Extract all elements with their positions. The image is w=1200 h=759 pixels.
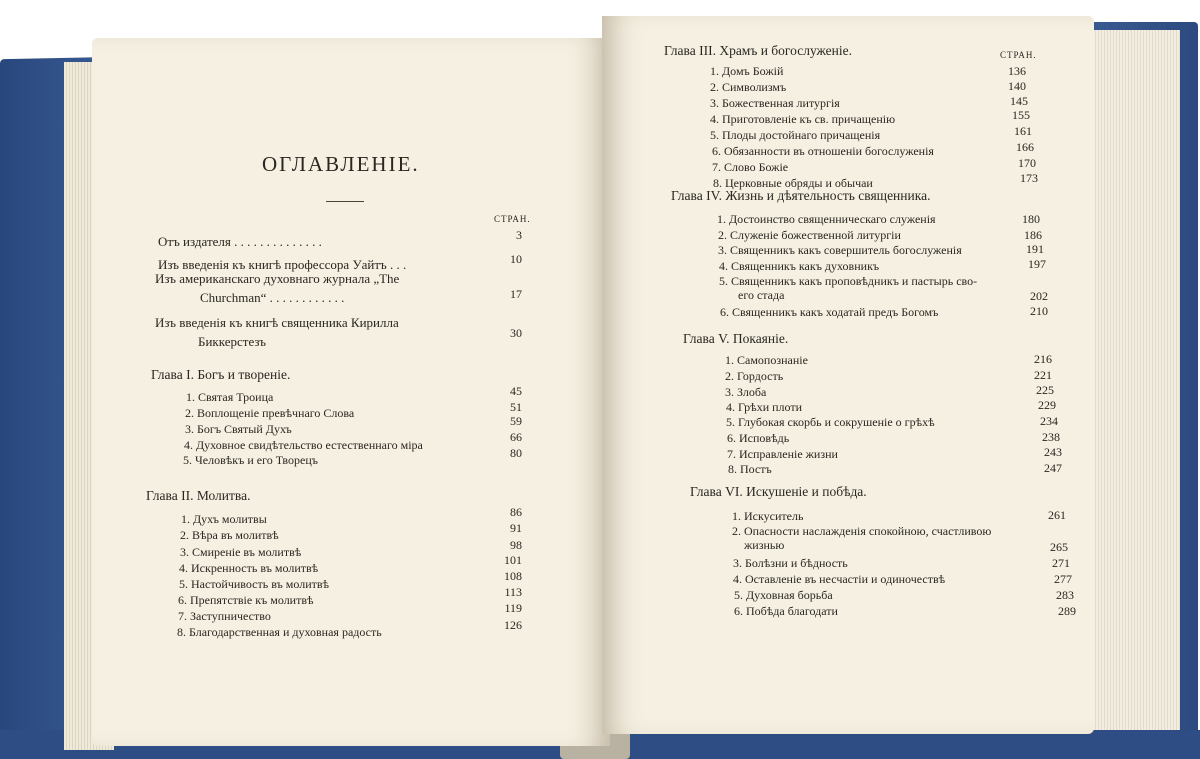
chapter-5-page-3: 225	[1036, 383, 1054, 397]
chapter-3-item-5: 5. Плоды достойнаго причащенія	[710, 128, 881, 142]
chapter-1-item-2: 2. Воплощеніе превѣчнаго Слова	[185, 406, 355, 420]
chapter-6-item-6: 6. Побѣда благодати	[734, 604, 838, 618]
chapter-3-page-1: 136	[1008, 64, 1026, 78]
chapter-5-page-1: 216	[1034, 352, 1052, 366]
chapter-5-page-8: 247	[1044, 461, 1062, 475]
chapter-4-item-3: 3. Священникъ какъ совершитель богослуженія	[718, 243, 962, 257]
preface-page-1: 10	[510, 252, 522, 266]
chapter-5-item-4: 4. Грѣхи плоти	[726, 400, 803, 414]
chapter-1-item-1: 1. Святая Троица	[186, 390, 274, 404]
chapter-6-item-2: 2. Опасности наслажденія спокойною, счастливою	[732, 524, 992, 538]
chapter-5-heading: Глава V. Покаяніе.	[683, 331, 789, 346]
preface-entry-3-line-1: Изъ введенія къ книгѣ священника Кирилла	[155, 315, 399, 330]
chapter-6-item-3: 3. Болѣзни и бѣдность	[733, 556, 848, 570]
preface-page-3: 30	[510, 326, 522, 340]
chapter-4-page-3: 191	[1026, 242, 1044, 256]
chapter-2-page-2: 91	[510, 521, 522, 535]
chapter-3-page-3: 145	[1010, 94, 1028, 108]
chapter-5-item-6: 6. Исповѣдь	[727, 431, 790, 445]
chapter-5-page-4: 229	[1038, 398, 1056, 412]
chapter-6-page-5: 283	[1056, 588, 1074, 602]
chapter-3-item-8: 8. Церковные обряды и обычаи	[713, 176, 873, 190]
chapter-3-page-7: 170	[1018, 156, 1036, 170]
chapter-1-page-3: 59	[510, 414, 522, 428]
chapter-1-item-4: 4. Духовное свидѣтельство естественнаго міра	[184, 438, 423, 452]
chapter-1-page-1: 45	[510, 384, 522, 398]
preface-entry-2-line-1: Изъ американскаго духовнаго журнала „The	[155, 271, 400, 286]
chapter-2-heading: Глава II. Молитва.	[146, 488, 251, 503]
chapter-4-page-4: 197	[1028, 257, 1046, 271]
chapter-5-page-2: 221	[1034, 368, 1052, 382]
chapter-3-item-6: 6. Обязанности въ отношеніи богослуженія	[712, 144, 934, 158]
chapter-2-page-4: 101	[504, 553, 522, 567]
preface-entry-3-line-2: Биккерстезъ	[198, 334, 267, 349]
chapter-5-item-2: 2. Гордость	[725, 369, 784, 383]
chapter-1-item-3: 3. Богъ Святый Духъ	[185, 422, 292, 436]
chapter-6-heading: Глава VI. Искушеніе и побѣда.	[690, 484, 867, 499]
chapter-1-heading: Глава I. Богъ и твореніе.	[151, 367, 291, 382]
page-edges-right	[1090, 30, 1180, 730]
chapter-4-item-5: 5. Священникъ какъ проповѣдникъ и пастырь сво-	[719, 274, 978, 288]
chapter-6-item-1: 1. Искуситель	[732, 509, 804, 523]
chapter-5-item-5: 5. Глубокая скорбь и сокрушеніе о грѣхѣ	[726, 415, 935, 429]
chapter-4-page-5: 202	[1030, 289, 1048, 303]
chapter-2-page-8: 126	[504, 618, 522, 632]
chapter-2-item-6: 6. Препятствіе къ молитвѣ	[178, 593, 314, 607]
chapter-4-item-1: 1. Достоинство священническаго служенія	[717, 212, 936, 226]
chapter-6-item-4: 4. Оставленіе въ несчастіи и одиночествѣ	[733, 572, 946, 586]
page-column-label-left: СТРАН.	[494, 214, 531, 224]
chapter-1-page-2: 51	[510, 400, 522, 414]
chapter-3-page-4: 155	[1012, 108, 1030, 122]
chapter-5-item-8: 8. Постъ	[728, 462, 772, 476]
toc-title: ОГЛАВЛЕНІЕ.	[262, 152, 420, 176]
chapter-4-item-4: 4. Священникъ какъ духовникъ	[719, 259, 880, 273]
chapter-3-item-2: 2. Символизмъ	[710, 80, 787, 94]
chapter-5-page-6: 238	[1042, 430, 1060, 444]
chapter-5-page-5: 234	[1040, 414, 1058, 428]
chapter-2-item-1: 1. Духъ молитвы	[181, 512, 267, 526]
chapter-3-item-3: 3. Божественная литургія	[710, 96, 840, 110]
chapter-4-item-5-cont: его стада	[738, 288, 785, 302]
chapter-6-page-2: 265	[1050, 540, 1068, 554]
chapter-6-page-3: 271	[1052, 556, 1070, 570]
chapter-6-item-2-cont: жизнью	[744, 538, 785, 552]
chapter-3-item-4: 4. Приготовленіе къ св. причащенію	[710, 112, 896, 126]
chapter-2-page-7: 119	[504, 601, 522, 615]
chapter-2-item-3: 3. Смиреніе въ молитвѣ	[180, 545, 302, 559]
chapter-1-page-4: 66	[510, 430, 522, 444]
chapter-2-item-5: 5. Настойчивость въ молитвѣ	[179, 577, 330, 591]
chapter-6-item-5: 5. Духовная борьба	[734, 588, 833, 602]
chapter-5-page-7: 243	[1044, 445, 1062, 459]
preface-entry-2-line-2: Churchman“ . . . . . . . . . . . .	[200, 290, 345, 305]
chapter-6-page-4: 277	[1054, 572, 1072, 586]
chapter-4-page-2: 186	[1024, 228, 1042, 242]
preface-entry-0: Отъ издателя . . . . . . . . . . . . . .	[158, 234, 322, 249]
chapter-2-page-5: 108	[504, 569, 522, 583]
chapter-5-item-3: 3. Злоба	[725, 385, 767, 399]
chapter-6-page-6: 289	[1058, 604, 1076, 618]
chapter-3-page-8: 173	[1020, 171, 1038, 185]
chapter-2-item-8: 8. Благодарственная и духовная радость	[177, 625, 382, 639]
chapter-3-heading: Глава III. Храмъ и богослуженіе.	[664, 43, 852, 58]
chapter-4-heading: Глава IV. Жизнь и дѣятельность священника.	[671, 188, 931, 203]
page-column-label-right: СТРАН.	[1000, 50, 1037, 60]
chapter-3-page-2: 140	[1008, 79, 1026, 93]
chapter-2-page-1: 86	[510, 505, 522, 519]
chapter-3-item-7: 7. Слово Божіе	[712, 160, 789, 174]
preface-entry-1: Изъ введенія къ книгѣ профессора Уайтъ . . .	[158, 257, 407, 272]
preface-page-0: 3	[516, 228, 522, 242]
chapter-4-page-1: 180	[1022, 212, 1040, 226]
chapter-3-page-6: 166	[1016, 140, 1034, 154]
chapter-3-page-5: 161	[1014, 124, 1032, 138]
title-rule	[326, 201, 364, 202]
chapter-2-item-2: 2. Вѣра въ молитвѣ	[180, 528, 279, 542]
left-page	[92, 38, 610, 746]
preface-page-2: 17	[510, 287, 522, 301]
chapter-4-page-6: 210	[1030, 304, 1048, 318]
chapter-2-page-6: 113	[504, 585, 522, 599]
chapter-1-item-5: 5. Человѣкъ и его Творецъ	[183, 453, 318, 467]
chapter-4-item-6: 6. Священникъ какъ ходатай предъ Богомъ	[720, 305, 939, 319]
chapter-6-page-1: 261	[1048, 508, 1066, 522]
chapter-1-page-5: 80	[510, 446, 522, 460]
chapter-5-item-1: 1. Самопознаніе	[725, 353, 808, 367]
chapter-2-page-3: 98	[510, 538, 522, 552]
chapter-3-item-1: 1. Домъ Божій	[710, 64, 784, 78]
chapter-4-item-2: 2. Служеніе божественной литургіи	[718, 228, 901, 242]
chapter-2-item-4: 4. Искренность въ молитвѣ	[179, 561, 319, 575]
chapter-2-item-7: 7. Заступничество	[178, 609, 271, 623]
chapter-5-item-7: 7. Исправленіе жизни	[727, 447, 838, 461]
